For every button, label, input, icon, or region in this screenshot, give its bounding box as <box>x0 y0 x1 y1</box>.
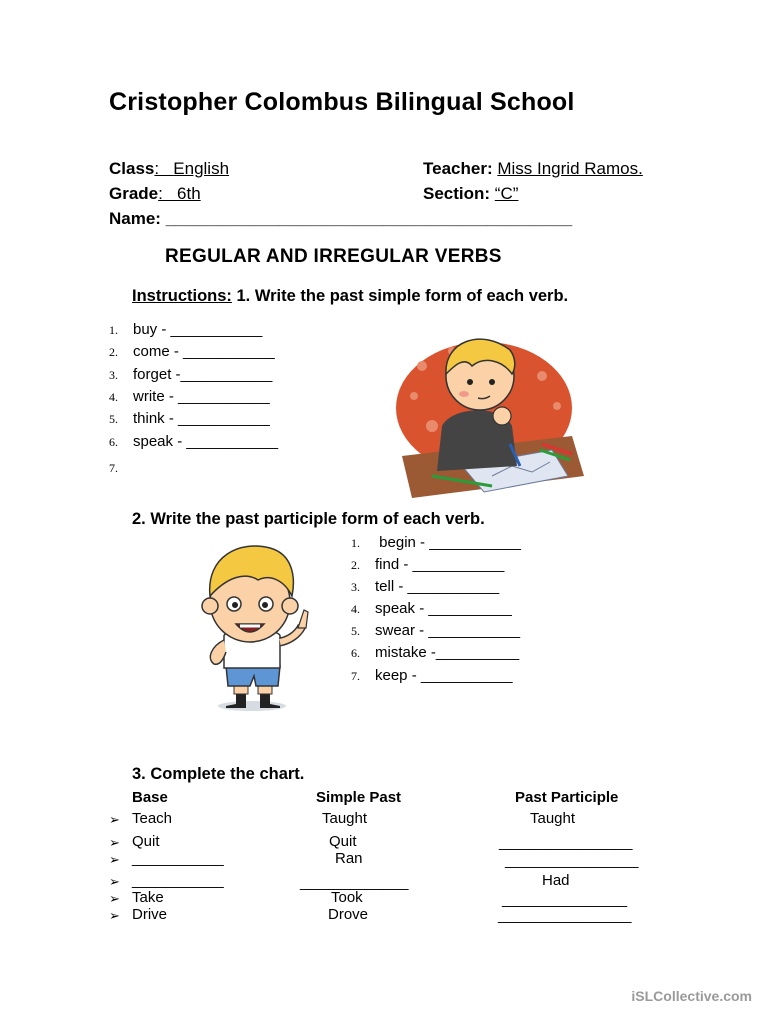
worksheet-title: REGULAR AND IRREGULAR VERBS <box>165 246 502 267</box>
chart-cell: Teach <box>132 810 173 827</box>
arrow-icon: ➢ <box>109 812 120 827</box>
chart-cell: Had <box>542 872 570 889</box>
chart-cell: Drive <box>132 906 168 923</box>
chart-cell: Ran <box>335 850 363 867</box>
list-item[interactable]: 1. begin - ___________ <box>351 534 521 551</box>
chart-cell: Quit <box>132 833 160 850</box>
chart-cell: Took <box>331 889 363 906</box>
part3-title: 3. Complete the chart. <box>132 765 305 783</box>
chart-cell: Taught <box>530 810 576 827</box>
chart-cell-blank[interactable]: ________________ <box>505 852 639 869</box>
chart-cell-blank[interactable]: ___________ <box>132 872 224 889</box>
list-item[interactable]: 5. swear - ___________ <box>351 622 521 639</box>
chart-cell: Drove <box>328 906 369 923</box>
instructions-text: 1. Write the past simple form of each verb. <box>231 287 569 305</box>
arrow-icon: ➢ <box>109 835 120 850</box>
watermark: iSLCollective.com <box>631 988 752 1004</box>
section-label: Section: <box>423 184 491 203</box>
chart-cell-blank[interactable]: _____________ <box>300 874 409 891</box>
grade-line <box>109 184 201 204</box>
part2-title: 2. Write the past participle form of each verb. <box>132 510 485 528</box>
grade-label: Grade <box>109 184 159 203</box>
chart-cell: Quit <box>329 833 357 850</box>
chart-cell-blank[interactable]: _______________ <box>502 891 628 908</box>
teacher-label: Teacher: <box>423 159 493 178</box>
class-value: : English <box>154 159 230 178</box>
teacher-value: Miss Ingrid Ramos. <box>497 159 643 178</box>
arrow-icon: ➢ <box>109 908 120 923</box>
name-blank[interactable]: ___________________________________________ <box>165 209 573 228</box>
chart-cell-blank[interactable]: ________________ <box>498 907 632 924</box>
arrow-icon: ➢ <box>109 874 120 889</box>
instructions-label: Instructions: <box>132 287 232 305</box>
chart-cell: Take <box>132 889 164 906</box>
section-value: “C” <box>494 184 519 203</box>
name-line <box>109 209 572 229</box>
col-header-simple-past: Simple Past <box>316 789 402 806</box>
teacher-line <box>423 159 643 179</box>
arrow-icon: ➢ <box>109 891 120 906</box>
list-item[interactable]: 6. mistake -__________ <box>351 644 520 661</box>
list-item[interactable]: 5. think - ___________ <box>109 410 270 427</box>
pointing-boy-illustration <box>180 536 320 714</box>
chart-cell: Taught <box>322 810 368 827</box>
boy-writing-illustration <box>392 326 586 500</box>
list-item[interactable]: 7. <box>109 461 118 475</box>
list-item[interactable]: 4. speak - __________ <box>351 600 512 617</box>
school-title: Cristopher Colombus Bilingual School <box>109 88 575 116</box>
list-item[interactable]: 1. buy - ___________ <box>109 321 263 338</box>
list-item[interactable]: 2. come - ___________ <box>109 343 275 360</box>
grade-value: : 6th <box>158 184 201 203</box>
col-header-past-participle: Past Participle <box>515 789 619 806</box>
col-header-base: Base <box>132 789 168 806</box>
class-line <box>109 159 229 179</box>
chart-cell-blank[interactable]: ________________ <box>499 834 633 851</box>
name-label: Name: <box>109 209 166 228</box>
list-item[interactable]: 2. find - ___________ <box>351 556 505 573</box>
arrow-icon: ➢ <box>109 852 120 867</box>
class-label: Class <box>109 159 155 178</box>
section-line <box>423 184 518 204</box>
list-item[interactable]: 6. speak - ___________ <box>109 433 279 450</box>
chart-cell-blank[interactable]: ___________ <box>132 850 224 867</box>
list-item[interactable]: 3. forget -___________ <box>109 366 273 383</box>
list-item[interactable]: 3. tell - ___________ <box>351 578 500 595</box>
instructions <box>132 287 568 306</box>
list-item[interactable]: 7. keep - ___________ <box>351 667 513 684</box>
list-item[interactable]: 4. write - ___________ <box>109 388 270 405</box>
